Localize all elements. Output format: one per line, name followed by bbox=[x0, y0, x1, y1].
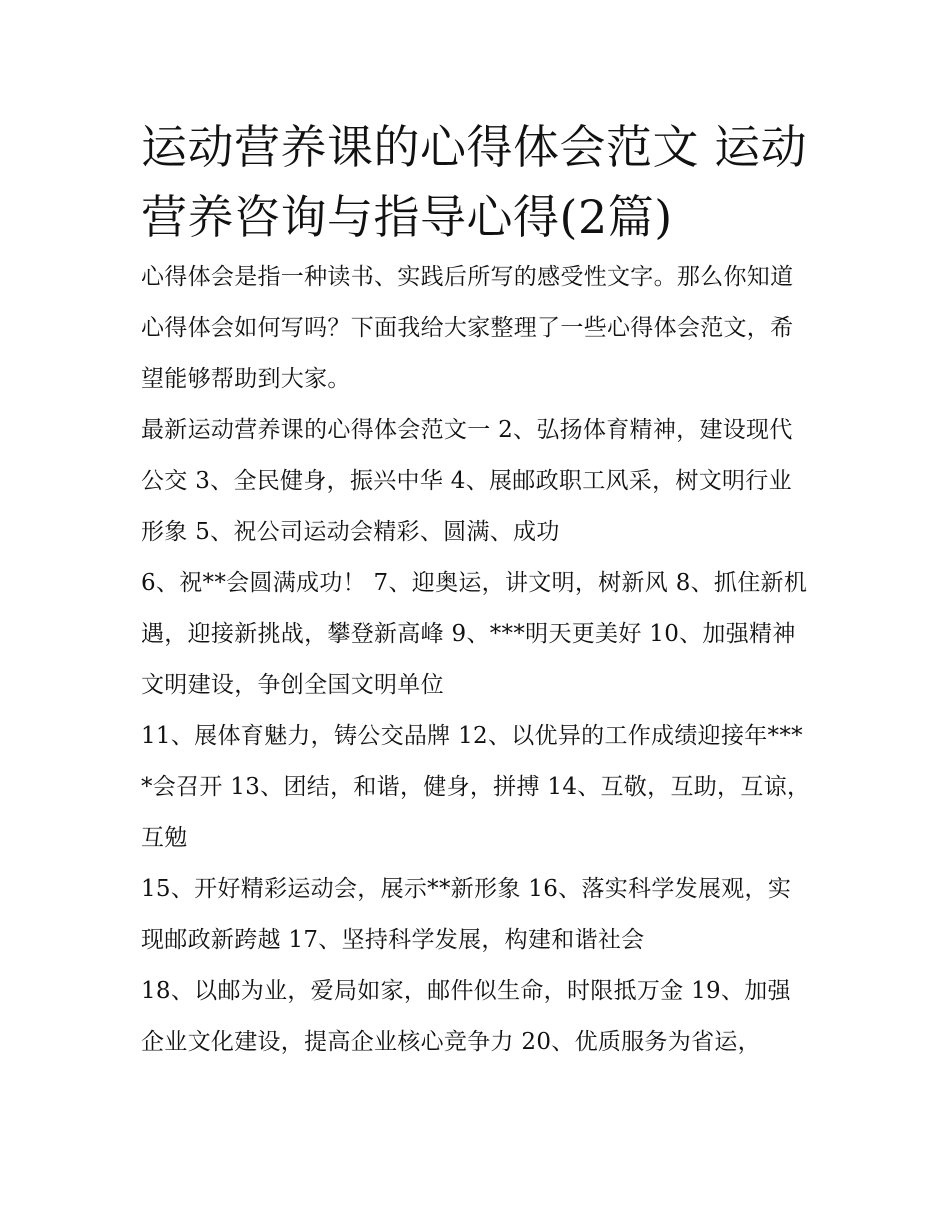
paragraph-intro: 心得体会是指一种读书、实践后所写的感受性文字。那么你知道心得体会如何写吗？下面我给大家整理了一些心得体会范文，希望能够帮助到大家。 bbox=[141, 264, 794, 392]
paragraph-4: 15、开好精彩运动会，展示**新形象 16、落实科学发展观，实现邮政新跨越 17、坚持科学发展，构建和谐社会 bbox=[141, 876, 792, 953]
paragraph-5: 18、以邮为业，爱局如家，邮件似生命，时限抵万金 19、加强企业文化建设，提高企业核心竞争力 20、优质服务为省运， bbox=[141, 978, 791, 1055]
document-body bbox=[141, 112, 811, 1068]
paragraph-1: 最新运动营养课的心得体会范文一 2、弘扬体育精神，建设现代公交 3、全民健身，振兴中华 4、展邮政职工风采，树文明行业形象 5、祝公司运动会精彩、圆满、成功 bbox=[141, 417, 793, 545]
paragraph-2: 6、祝**会圆满成功！ 7、迎奥运，讲文明，树新风 8、抓住新机遇，迎接新挑战，攀登新高峰 9、***明天更美好 10、加强精神文明建设，争创全国文明单位 bbox=[141, 570, 808, 698]
paragraph-3: 11、展体育魅力，铸公交品牌 12、以优异的工作成绩迎接年****会召开 13、团结，和谐，健身，拼搏 14、互敬，互助，互谅，互勉 bbox=[141, 723, 811, 851]
document-title: 运动营养课的心得体会范文 运动营养咨询与指导心得(2篇) bbox=[141, 120, 808, 244]
